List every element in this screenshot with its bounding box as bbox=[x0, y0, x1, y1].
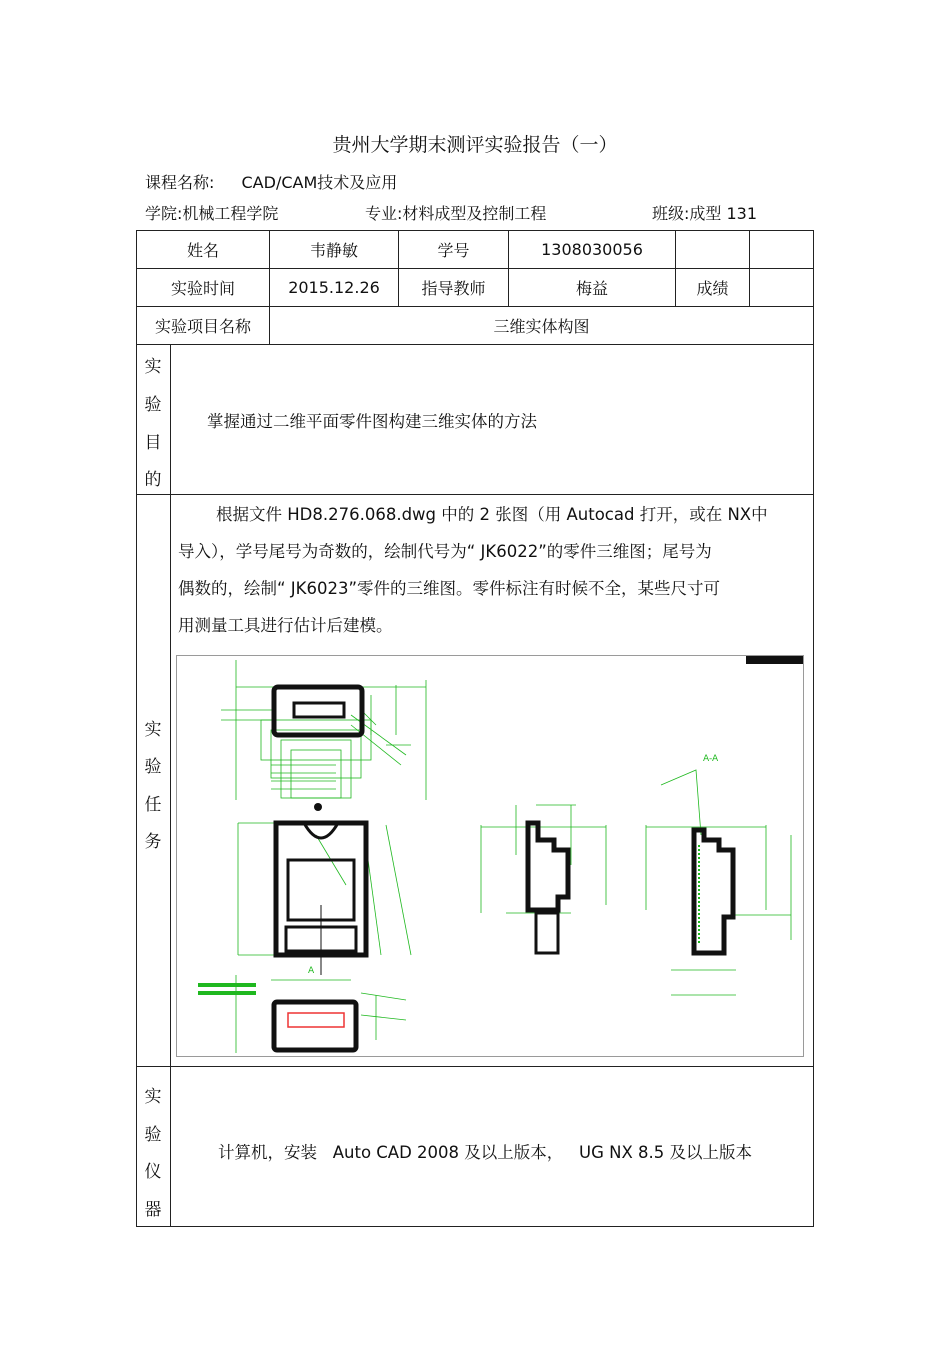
table-border-bottom bbox=[136, 1226, 814, 1227]
score-label: 成绩 bbox=[696, 279, 729, 298]
task-label-char: 验 bbox=[144, 757, 162, 777]
instrument-label-char: 器 bbox=[144, 1200, 162, 1220]
purpose-label-char: 目 bbox=[144, 433, 162, 453]
label-col-divider bbox=[170, 344, 171, 1226]
college-row bbox=[145, 201, 278, 224]
course-label: 课程名称: bbox=[145, 173, 215, 192]
page-title: 贵州大学期末测评实验报告（一） bbox=[332, 134, 618, 156]
course-value: CAD/CAM技术及应用 bbox=[241, 173, 398, 192]
task-label-char: 任 bbox=[144, 795, 162, 815]
id-value: 1308030056 bbox=[541, 240, 643, 259]
instrument-label-char: 仪 bbox=[144, 1162, 162, 1182]
major-label: 专业: bbox=[365, 204, 403, 223]
instrument-text: 计算机，安装 Auto CAD 2008 及以上版本， UG NX 8.5 及以上版本 bbox=[218, 1143, 753, 1162]
major-row bbox=[365, 201, 546, 224]
purpose-label-char: 的 bbox=[144, 470, 162, 490]
teacher-value: 梅益 bbox=[575, 279, 608, 298]
class-label: 班级: bbox=[652, 204, 690, 223]
major-value: 材料成型及控制工程 bbox=[402, 204, 547, 223]
task-line: 根据文件 HD8.276.068.dwg 中的 2 张图（用 Autocad 打开，或在 NX中 bbox=[216, 505, 768, 524]
cad-drawing bbox=[176, 655, 804, 1057]
title-block-mark bbox=[746, 656, 803, 664]
time-value: 2015.12.26 bbox=[288, 278, 380, 297]
task-line: 用测量工具进行估计后建模。 bbox=[178, 616, 393, 635]
instrument-label-char: 验 bbox=[144, 1125, 162, 1145]
project-value: 三维实体构图 bbox=[493, 317, 590, 336]
row-divider bbox=[136, 494, 814, 495]
section-label: A-A bbox=[703, 754, 719, 764]
time-label: 实验时间 bbox=[170, 279, 235, 298]
teacher-label: 指导教师 bbox=[421, 279, 486, 298]
college-label: 学院: bbox=[145, 204, 183, 223]
row-divider bbox=[136, 1066, 814, 1067]
name-value: 韦静敏 bbox=[309, 241, 358, 260]
instrument-label-char: 实 bbox=[144, 1087, 162, 1107]
project-label: 实验项目名称 bbox=[154, 317, 251, 336]
college-value: 机械工程学院 bbox=[182, 204, 279, 223]
class-row bbox=[652, 201, 757, 224]
purpose-text: 掌握通过二维平面零件图构建三维实体的方法 bbox=[207, 412, 537, 431]
task-label-char: 务 bbox=[144, 832, 162, 852]
table-border-right bbox=[813, 230, 814, 1227]
col-divider bbox=[749, 230, 750, 306]
task-line: 导入），学号尾号为奇数的，绘制代号为“ JK6022”的零件三维图；尾号为 bbox=[178, 542, 712, 561]
task-label-char: 实 bbox=[144, 720, 162, 740]
purpose-label-char: 实 bbox=[144, 357, 162, 377]
class-value: 成型 131 bbox=[689, 204, 758, 223]
svg-text:A: A bbox=[308, 966, 315, 976]
task-text bbox=[178, 496, 808, 644]
name-label: 姓名 bbox=[186, 241, 219, 260]
task-line: 偶数的，绘制“ JK6023”零件的三维图。零件标注有时候不全，某些尺寸可 bbox=[178, 579, 721, 598]
id-label: 学号 bbox=[437, 241, 470, 260]
course-row bbox=[145, 170, 397, 193]
row-divider bbox=[136, 344, 814, 345]
purpose-label-char: 验 bbox=[144, 395, 162, 415]
